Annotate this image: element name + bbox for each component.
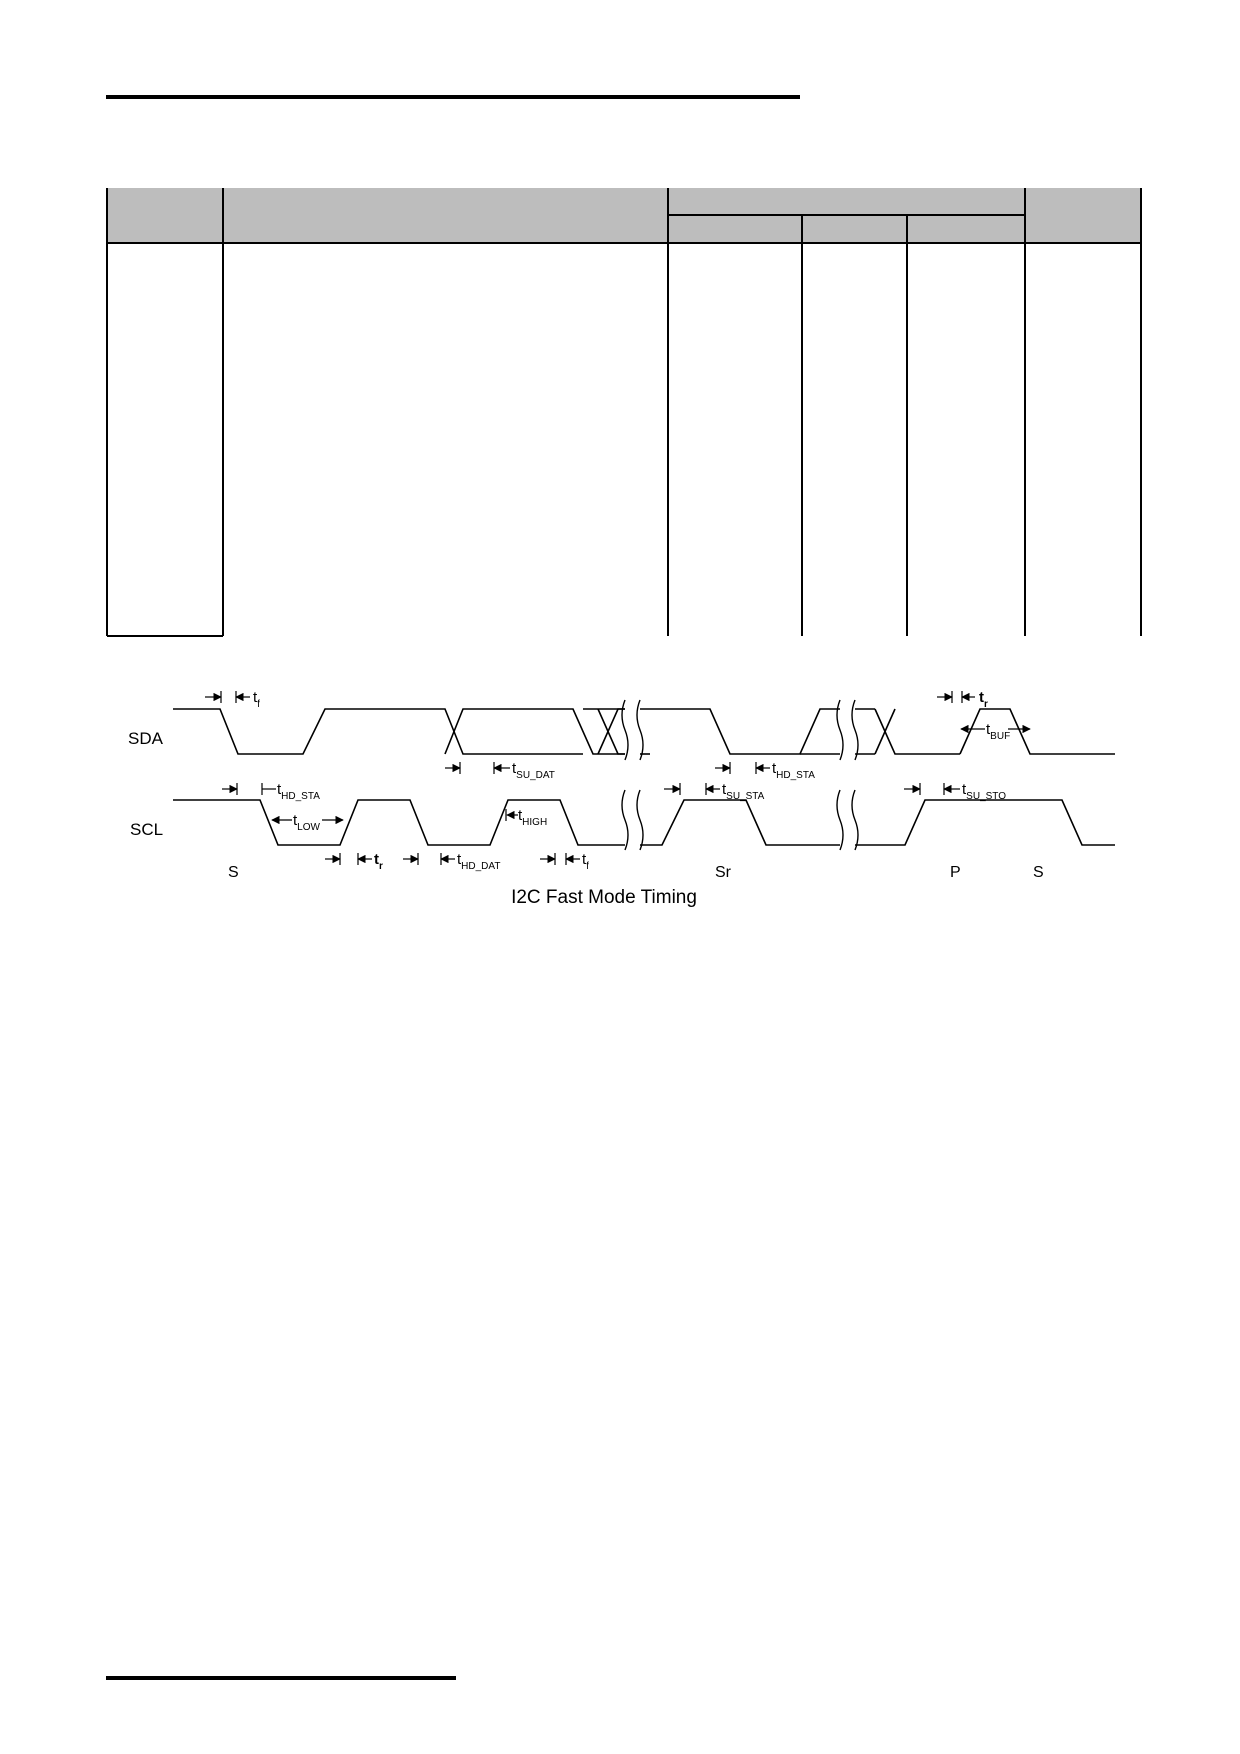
label-t-r-sda: $t_r$ <box>979 689 988 710</box>
condition-start-again: S <box>1033 864 1044 881</box>
condition-repeated-start: Sr <box>715 864 731 881</box>
label-t-r-scl: $t_r$ <box>374 851 383 872</box>
sda-waveform <box>173 709 1115 754</box>
label-t-high: $t_{HIGH}$ <box>518 807 548 828</box>
sda-label: SDA <box>128 729 163 748</box>
label-t-su-dat: $t_{SU\_DAT}$ <box>512 760 555 781</box>
label-t-su-sto: $t_{SU\_STO}$ <box>962 781 1007 802</box>
label-t-buf: $t_{BUF}$ <box>986 721 1011 742</box>
label-t-hd-sta-sda: $t_{HD\_STA}$ <box>772 760 815 781</box>
condition-stop: P <box>950 864 961 881</box>
diagram-caption: I2C Fast Mode Timing <box>511 887 697 908</box>
footer-rule <box>106 1676 456 1680</box>
label-t-low: $t_{LOW}$ <box>293 812 320 833</box>
label-t-hd-sta-scl: $t_{HD\_STA}$ <box>277 781 320 802</box>
label-t-f-scl: $t_f$ <box>582 851 589 872</box>
label-t-hd-dat: $t_{HD\_DAT}$ <box>457 851 501 872</box>
label-t-su-sta: $t_{SU\_STA}$ <box>722 781 765 802</box>
label-t-f-sda: $t_f$ <box>253 689 260 710</box>
condition-start: S <box>228 864 239 881</box>
scl-label: SCL <box>130 820 164 839</box>
